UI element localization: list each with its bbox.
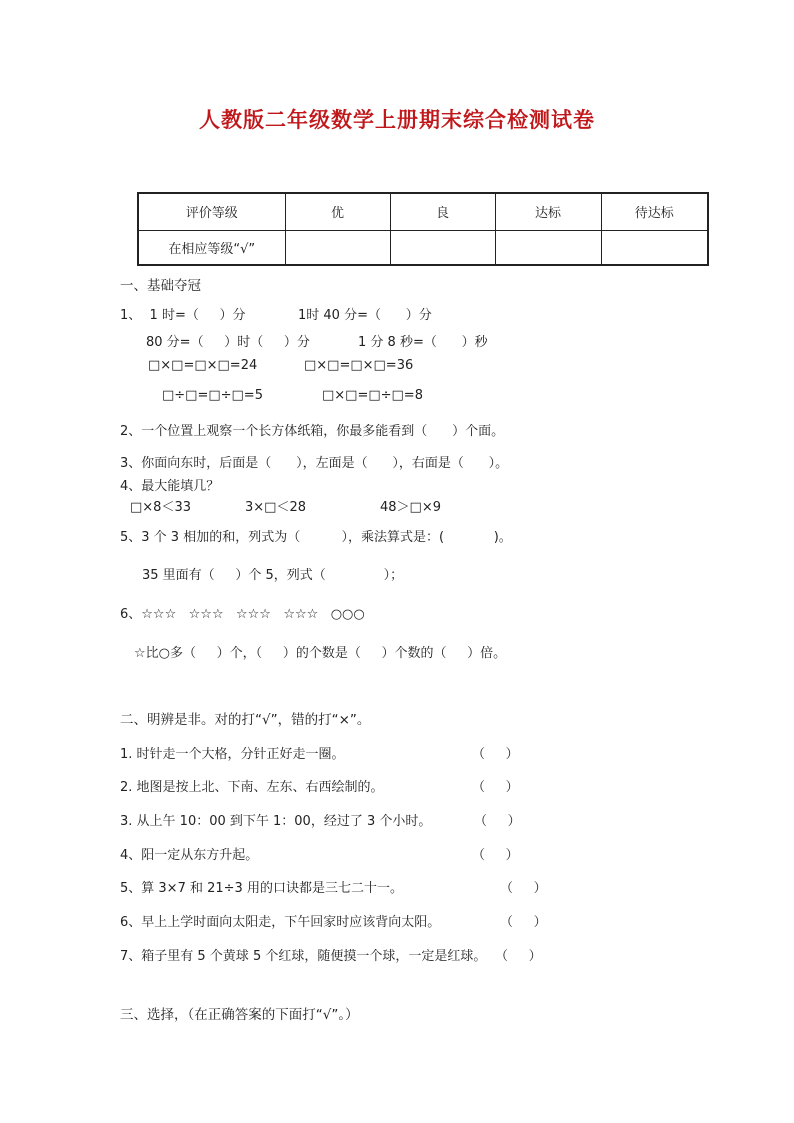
- tf-item-6-mark[interactable]: （ ）: [500, 915, 547, 930]
- grade-cell-good[interactable]: [390, 230, 495, 265]
- grade-header-to-pass: 待达标: [601, 193, 708, 230]
- grade-header-excellent: 优: [285, 193, 390, 230]
- q1-line1-left: 1、 1 时=（ ）分: [120, 308, 246, 323]
- grade-header-pass: 达标: [495, 193, 601, 230]
- grade-cell-to-pass[interactable]: [601, 230, 708, 265]
- q4-item-a: □×8＜33: [130, 500, 191, 515]
- tf-item-5-mark[interactable]: （ ）: [500, 881, 547, 896]
- q1-line1-right: 1时 40 分=（ ）分: [298, 308, 432, 323]
- q2-text: 2、一个位置上观察一个长方体纸箱，你最多能看到（ ）个面。: [120, 424, 505, 439]
- q1-line4-left: □÷□=□÷□=5: [162, 388, 263, 403]
- q1-line4-right: □×□=□÷□=8: [322, 388, 423, 403]
- grade-table: [137, 192, 709, 266]
- section1-heading: 一、基础夺冠: [120, 278, 201, 294]
- tf-item-3-text: 3. 从上午 10：00 到下午 1：00，经过了 3 个小时。: [120, 814, 432, 829]
- q6-question-line: ☆比○多（ ）个，（ ）的个数是（ ）个数的（ ）倍。: [134, 646, 507, 661]
- q4-item-c: 48＞□×9: [380, 500, 441, 515]
- tf-item-6-text: 6、早上上学时面向太阳走，下午回家时应该背向太阳。: [120, 915, 441, 930]
- tf-item-7-mark[interactable]: （ ）: [495, 949, 542, 964]
- q1-line2-right: 1 分 8 秒=（ ）秒: [358, 335, 488, 350]
- tf-item-7-text: 7、箱子里有 5 个黄球 5 个红球，随便摸一个球，一定是红球。: [120, 949, 487, 964]
- page-title: 人教版二年级数学上册期末综合检测试卷: [199, 108, 595, 132]
- grade-cell-excellent[interactable]: [285, 230, 390, 265]
- q1-line3-right: □×□=□×□=36: [304, 358, 414, 373]
- tf-item-5-text: 5、算 3×7 和 21÷3 用的口诀都是三七二十一。: [120, 881, 403, 896]
- q4-title: 4、最大能填几？: [120, 479, 220, 494]
- q1-line3-left: □×□=□×□=24: [148, 358, 258, 373]
- tf-item-4-mark[interactable]: （ ）: [472, 848, 519, 863]
- tf-item-2-text: 2. 地图是按上北、下南、左东、右西绘制的。: [120, 780, 384, 795]
- grade-row-label: 在相应等级“√”: [138, 230, 285, 265]
- q5-line1: 5、3 个 3 相加的和，列式为（ ），乘法算式是：( )。: [120, 530, 512, 545]
- grade-header-label: 评价等级: [138, 193, 285, 230]
- grade-cell-pass[interactable]: [495, 230, 601, 265]
- q1-line2-left: 80 分=（ ）时（ ）分: [146, 335, 310, 350]
- tf-item-1-text: 1. 时针走一个大格，分针正好走一圈。: [120, 747, 345, 762]
- tf-item-2-mark[interactable]: （ ）: [472, 780, 519, 795]
- tf-item-1-mark[interactable]: （ ）: [472, 747, 519, 762]
- q4-item-b: 3×□＜28: [245, 500, 306, 515]
- section3-heading: 三、选择，（在正确答案的下面打“√”。）: [120, 1007, 359, 1023]
- tf-item-4-text: 4、阳一定从东方升起。: [120, 848, 259, 863]
- q6-shapes-line: 6、☆☆☆ ☆☆☆ ☆☆☆ ☆☆☆ ○○○: [120, 607, 365, 622]
- tf-item-3-mark[interactable]: （ ）: [474, 814, 521, 829]
- grade-header-good: 良: [390, 193, 495, 230]
- q5-line2: 35 里面有（ ）个 5，列式（ ）；: [142, 568, 404, 583]
- section2-heading: 二、明辨是非。对的打“√”，错的打“×”。: [120, 712, 371, 728]
- q3-text: 3、你面向东时，后面是（ ），左面是（ ），右面是（ ）。: [120, 456, 509, 471]
